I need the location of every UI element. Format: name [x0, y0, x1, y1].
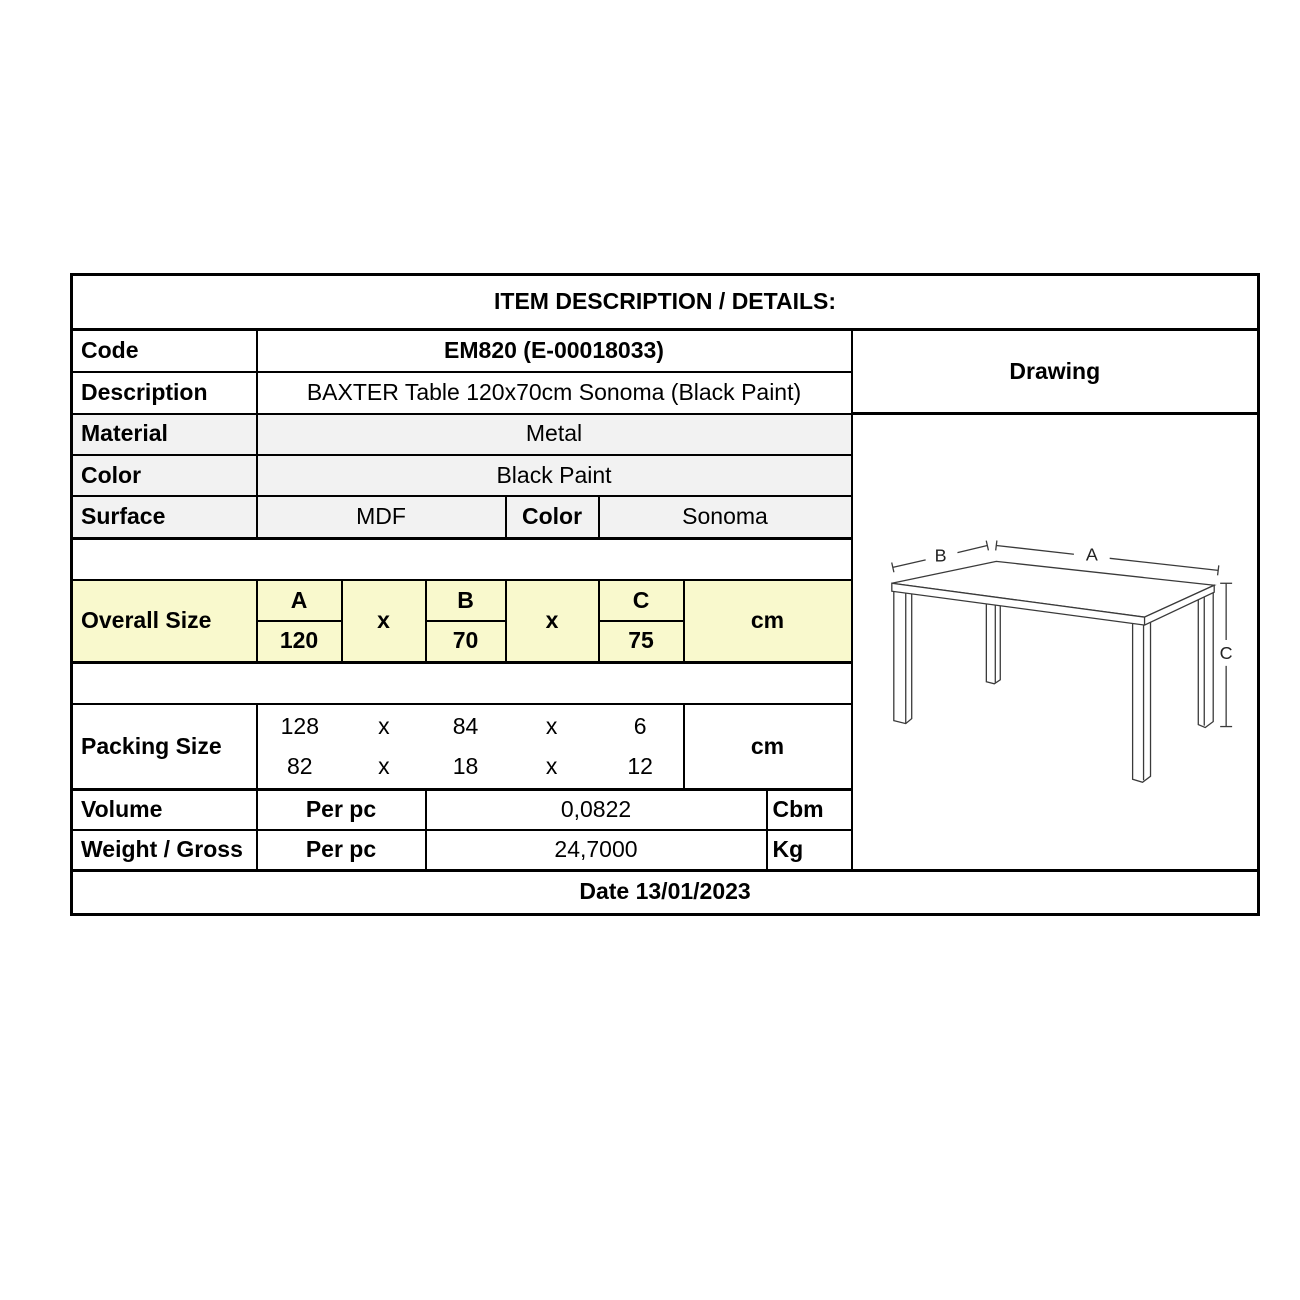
table-top [892, 561, 1214, 625]
dim-b-letter: B [457, 587, 474, 614]
color-value: Black Paint [257, 455, 852, 496]
item-description-table [70, 273, 1260, 916]
dim-c-letter: C [632, 587, 650, 614]
dim-a-value: 120 [258, 620, 341, 660]
weight-unit: Kg [767, 830, 852, 870]
overall-sep-2: x [506, 580, 599, 662]
surface-color-value: Sonoma [599, 496, 852, 538]
material-label: Material [72, 414, 257, 455]
dim-a-letter: A [290, 587, 308, 614]
table-leg-left [894, 583, 912, 723]
table-leg-right [1199, 590, 1214, 727]
table-sketch [854, 415, 1255, 863]
overall-dim-c [599, 580, 684, 662]
description-label: Description [72, 372, 257, 414]
overall-sep-1: x [342, 580, 426, 662]
material-value: Metal [257, 414, 852, 455]
packing-value: 82 [287, 752, 313, 779]
packing-value: 18 [452, 752, 479, 779]
sketch-dim-b-label: B [934, 545, 947, 566]
title-row [72, 275, 1259, 330]
overall-size-label: Overall Size [72, 580, 257, 662]
surface-label: Surface [72, 496, 257, 538]
surface-color-label: Color [506, 496, 599, 538]
weight-label: Weight / Gross [72, 830, 257, 870]
packing-unit: cm [684, 704, 852, 789]
code-value: EM820 (E-00018033) [257, 330, 852, 372]
volume-value: 0,0822 [426, 789, 767, 829]
packing-sep: x [378, 752, 390, 779]
overall-dim-b [426, 580, 506, 662]
table-leg-rear [987, 602, 1001, 684]
description-value: BAXTER Table 120x70cm Sonoma (Black Paint) [257, 372, 852, 414]
packing-size-label: Packing Size [72, 704, 257, 789]
spacer-cell [72, 539, 852, 580]
color-label: Color [72, 455, 257, 496]
packing-sep: x [545, 712, 558, 739]
volume-unit: Cbm [767, 789, 852, 829]
table-leg-front [1133, 618, 1151, 782]
sheet-title: ITEM DESCRIPTION / DETAILS: [72, 275, 1259, 330]
code-row [72, 330, 1259, 372]
packing-value: 128 [280, 712, 319, 739]
overall-unit: cm [684, 580, 852, 662]
sketch-dim-c-label: C [1219, 642, 1233, 663]
dim-c-value: 75 [600, 620, 683, 660]
weight-basis: Per pc [257, 830, 426, 870]
volume-label: Volume [72, 789, 257, 829]
packing-sep: x [545, 752, 558, 779]
weight-value: 24,7000 [426, 830, 767, 870]
material-row [72, 414, 1259, 455]
dim-b-value: 70 [427, 620, 505, 660]
volume-basis: Per pc [257, 789, 426, 829]
spacer-cell [72, 662, 852, 704]
overall-dim-a [257, 580, 342, 662]
packing-value: 12 [627, 752, 653, 779]
code-label: Code [72, 330, 257, 372]
surface-value: MDF [257, 496, 506, 538]
drawing-area [852, 414, 1259, 871]
packing-sep: x [378, 712, 390, 739]
date-value: Date 13/01/2023 [72, 870, 1259, 914]
sketch-dim-a-label: A [1086, 544, 1099, 565]
date-row [72, 870, 1259, 914]
drawing-header: Drawing [852, 330, 1259, 414]
packing-size-values [257, 704, 684, 789]
packing-value: 6 [633, 712, 647, 739]
packing-value: 84 [452, 712, 479, 739]
